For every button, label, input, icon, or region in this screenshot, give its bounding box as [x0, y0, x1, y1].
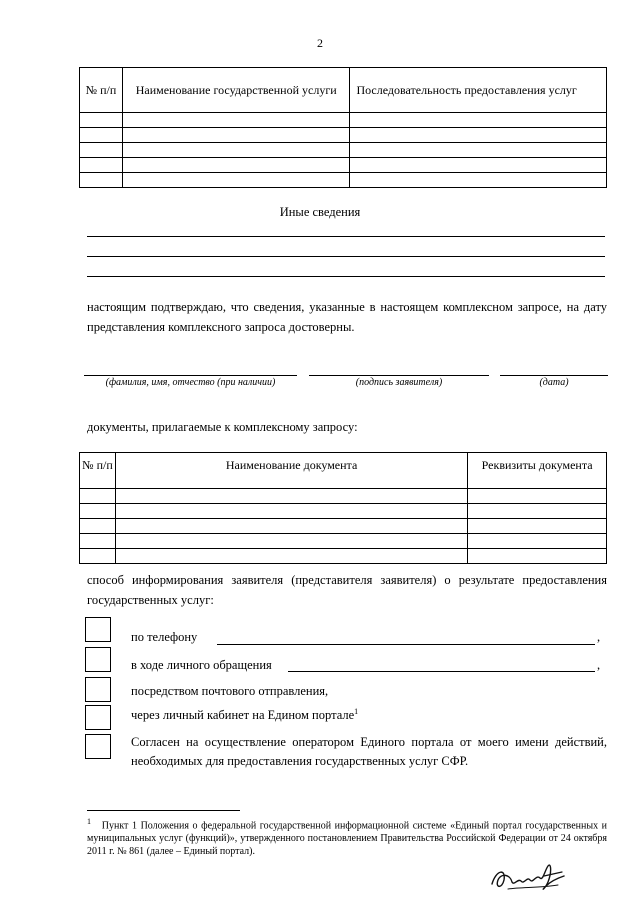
table-cell[interactable] — [80, 173, 123, 188]
caption-full-name: (фамилия, имя, отчество (при наличии) — [105, 377, 276, 388]
confirmation-text: настоящим подтверждаю, что сведения, указанные в настоящем комплексном запросе, на дату представления комплексного запроса достоверны. — [87, 300, 607, 334]
notification-intro: способ информирования заявителя (представителя заявителя) о результате предоставления государственных услуг: — [87, 573, 607, 607]
name-signature-line[interactable] — [84, 375, 297, 376]
table-cell[interactable] — [115, 549, 467, 564]
table-cell[interactable] — [115, 504, 467, 519]
phone-input-line[interactable] — [217, 644, 595, 645]
table-row — [80, 173, 607, 188]
column-header-document-name: Наименование документа — [115, 453, 467, 489]
services-table-header — [80, 68, 607, 113]
table-row — [80, 113, 607, 128]
table-cell[interactable] — [350, 128, 607, 143]
table-cell[interactable] — [80, 534, 116, 549]
caption-signature: (подпись заявителя) — [355, 377, 443, 388]
table-row — [80, 504, 607, 519]
table-row — [80, 143, 607, 158]
table-cell[interactable] — [80, 158, 123, 173]
table-row — [80, 158, 607, 173]
table-cell[interactable] — [122, 173, 350, 188]
documents-intro: документы, прилагаемые к комплексному запросу: — [87, 420, 358, 434]
personal-account-checkbox[interactable] — [85, 705, 111, 730]
table-cell[interactable] — [468, 534, 607, 549]
column-header-number: № п/п — [80, 453, 116, 489]
table-cell[interactable] — [350, 143, 607, 158]
table-cell[interactable] — [115, 519, 467, 534]
option-consent: Согласен на осуществление оператором Единого портала от моего имени действий, необходимых для предоставления государственных услуг СФР. — [131, 735, 607, 768]
table-cell[interactable] — [122, 158, 350, 173]
table-cell[interactable] — [468, 504, 607, 519]
other-info-heading: Иные сведения — [279, 205, 361, 219]
other-info-line[interactable] — [87, 276, 605, 277]
option-post: посредством почтового отправления, — [131, 684, 329, 698]
table-cell[interactable] — [122, 113, 350, 128]
in-person-comma: , — [597, 658, 601, 672]
table-cell[interactable] — [468, 489, 607, 504]
table-cell[interactable] — [115, 489, 467, 504]
applicant-signature-line[interactable] — [309, 375, 489, 376]
phone-comma: , — [597, 630, 601, 644]
table-cell[interactable] — [80, 113, 123, 128]
table-cell[interactable] — [80, 128, 123, 143]
table-cell[interactable] — [80, 549, 116, 564]
option-personal-account — [131, 707, 358, 723]
consent-checkbox[interactable] — [85, 734, 111, 759]
other-info-line[interactable] — [87, 256, 605, 257]
footnote-separator — [87, 810, 240, 811]
option-personal-account-label: через личный кабинет на Едином портале — [131, 708, 355, 723]
table-cell[interactable] — [468, 519, 607, 534]
table-cell[interactable] — [350, 113, 607, 128]
column-header-service-name: Наименование государственной услуги — [122, 68, 350, 113]
column-header-document-details: Реквизиты документа — [468, 453, 607, 489]
page-number: 2 — [317, 36, 323, 50]
table-cell[interactable] — [80, 143, 123, 158]
post-checkbox[interactable] — [85, 677, 111, 702]
other-info-line[interactable] — [87, 236, 605, 237]
table-cell[interactable] — [80, 489, 116, 504]
column-header-number: № п/п — [80, 68, 123, 113]
table-cell[interactable] — [350, 158, 607, 173]
in-person-checkbox[interactable] — [85, 647, 111, 672]
option-phone: по телефону — [131, 630, 198, 644]
footnote-reference: 1 — [354, 707, 359, 716]
date-line[interactable] — [500, 375, 608, 376]
phone-checkbox[interactable] — [85, 617, 111, 642]
footnote — [87, 815, 607, 858]
caption-date: (дата) — [539, 377, 569, 388]
table-row — [80, 534, 607, 549]
documents-table-header — [80, 453, 607, 489]
table-row — [80, 549, 607, 564]
footnote-text: Пункт 1 Положения о федеральной государственной информационной системе «Единый портал государственных и муниципальных услуг (функций)», утвержденного постановлением Правительства Российской Федерации от 24 октября 2011 г. № 861 (далее – Единый портал). — [87, 820, 608, 858]
table-cell[interactable] — [468, 549, 607, 564]
services-table — [79, 67, 607, 188]
table-cell[interactable] — [350, 173, 607, 188]
table-cell[interactable] — [80, 504, 116, 519]
handwritten-signature — [488, 856, 572, 896]
table-row — [80, 519, 607, 534]
table-cell[interactable] — [115, 534, 467, 549]
in-person-input-line[interactable] — [288, 671, 595, 672]
column-header-sequence: Последовательность предоставления услуг — [350, 68, 607, 113]
footnote-marker: 1 — [87, 817, 91, 826]
table-row — [80, 128, 607, 143]
table-row — [80, 489, 607, 504]
table-cell[interactable] — [122, 143, 350, 158]
table-cell[interactable] — [122, 128, 350, 143]
documents-table — [79, 452, 607, 564]
option-in-person: в ходе личного обращения — [131, 658, 272, 672]
table-cell[interactable] — [80, 519, 116, 534]
